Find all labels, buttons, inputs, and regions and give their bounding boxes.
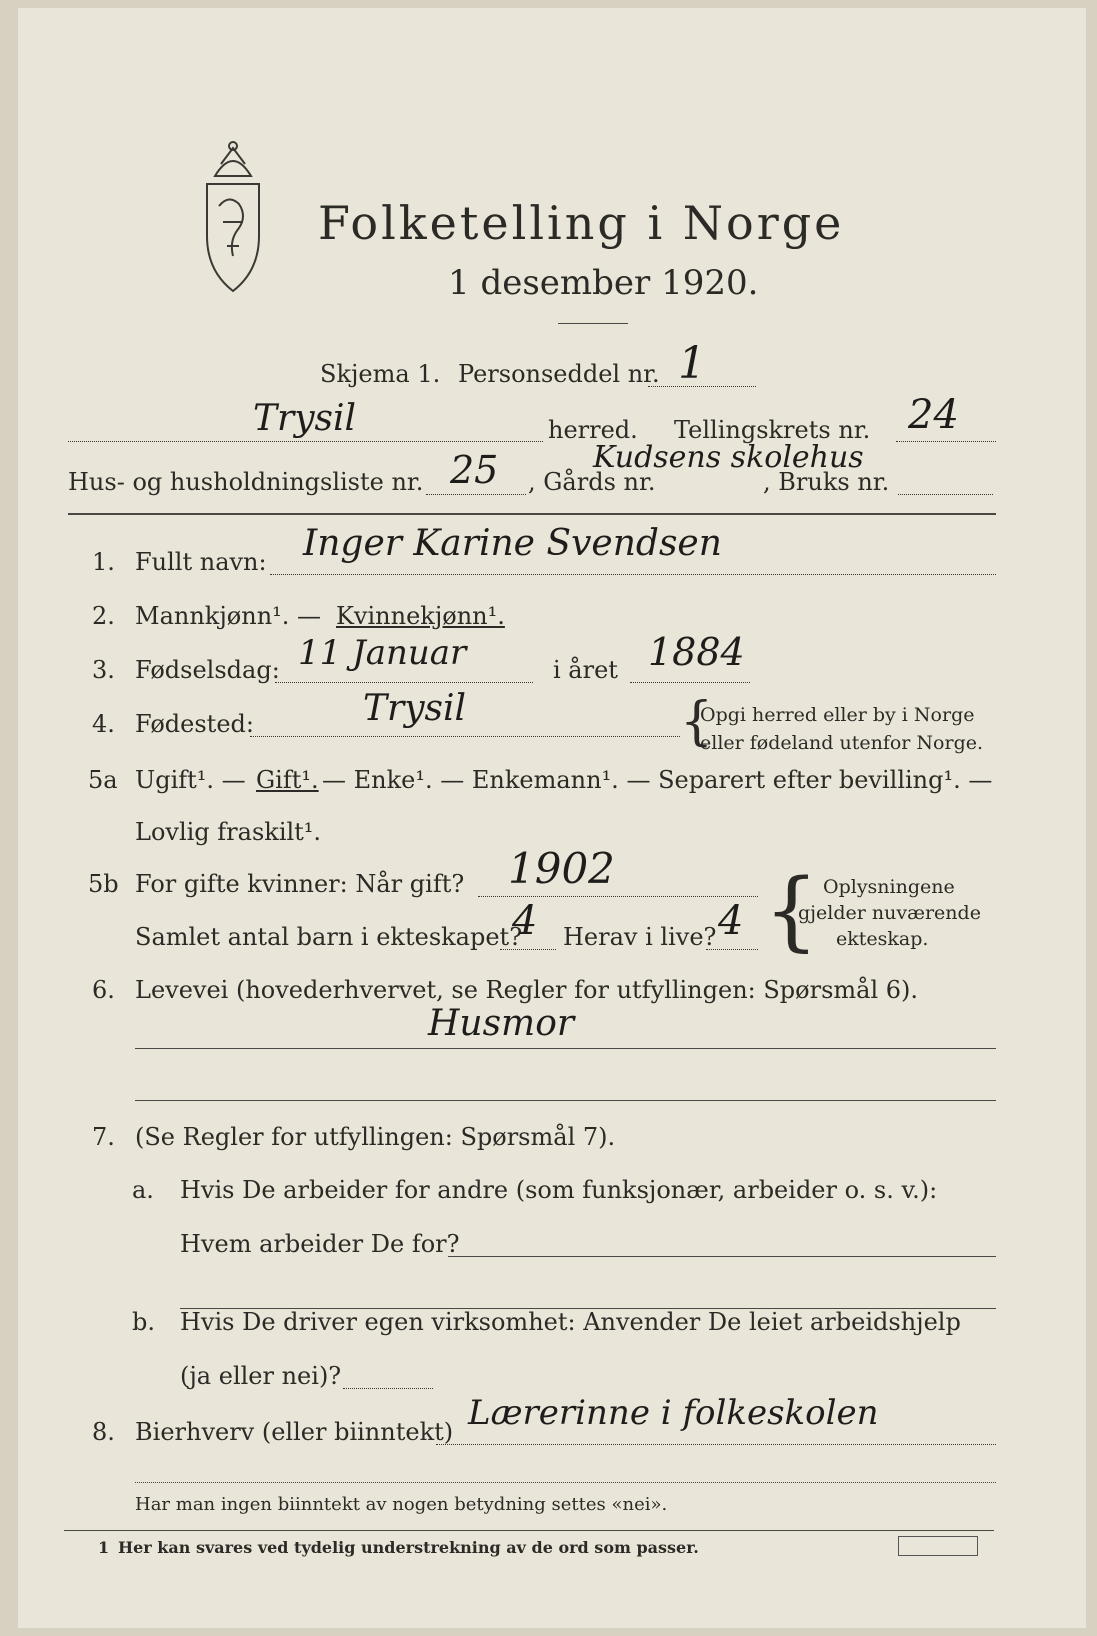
q4-value: Trysil	[363, 688, 467, 729]
q4-brace: {	[680, 692, 714, 752]
q5a-number: 5a	[88, 766, 118, 794]
footnote-text: Her kan svares ved tydelig understrekning av de ord som passer.	[118, 1538, 699, 1557]
q3-label: Fødselsdag:	[135, 656, 280, 684]
q2-female-option: Kvinnekjønn¹.	[336, 602, 505, 630]
title-divider	[558, 323, 628, 324]
q6-line	[135, 1048, 996, 1049]
q7a-line	[448, 1256, 996, 1257]
q3-line	[275, 682, 533, 683]
q4-label: Fødested:	[135, 710, 254, 738]
tellingskrets-value: 24	[908, 392, 959, 438]
q5b-alive-line	[706, 949, 758, 950]
q3-year-label: i året	[553, 656, 618, 684]
tellingskrets-line	[896, 441, 996, 442]
header-divider	[68, 513, 996, 515]
q6-value: Husmor	[428, 1003, 575, 1044]
husliste-label: Hus- og husholdningsliste nr.	[68, 468, 424, 496]
q5b-children-line	[500, 949, 556, 950]
bruks-label: , Bruks nr.	[763, 468, 890, 496]
q6-label: Levevei (hovederhvervet, se Regler for utfyllingen: Spørsmål 6).	[135, 976, 919, 1004]
q8-line	[436, 1444, 996, 1445]
husliste-line	[426, 494, 526, 495]
q5b-value: 1902	[508, 844, 615, 893]
q4-line	[250, 736, 680, 737]
q5a-unmarried-option: Ugift¹. —	[135, 766, 246, 794]
q8-value: Lærerinne i folkeskolen	[468, 1393, 879, 1433]
census-date: 1 desember 1920.	[448, 263, 759, 303]
q1-label: Fullt navn:	[135, 548, 267, 576]
q3-number: 3.	[92, 656, 115, 684]
q5b-number: 5b	[88, 870, 119, 898]
q5b-label: For gifte kvinner: Når gift?	[135, 870, 465, 898]
q1-value: Inger Karine Svendsen	[303, 523, 722, 564]
printer-stamp	[898, 1536, 978, 1556]
q5a-other-options: — Enke¹. — Enkemann¹. — Separert efter bevilling¹. —	[322, 766, 993, 794]
personseddel-label: Personseddel nr.	[458, 360, 660, 388]
q3-year-line	[630, 682, 750, 683]
q5b-note-line2: gjelder nuværende	[798, 902, 981, 924]
footer-divider	[64, 1530, 994, 1531]
q7b-label: Hvis De driver egen virksomhet: Anvender De leiet arbeidshjelp	[180, 1308, 961, 1336]
q7-number: 7.	[92, 1123, 115, 1151]
q7-label: (Se Regler for utfyllingen: Spørsmål 7).	[135, 1123, 616, 1151]
q1-line	[270, 574, 996, 575]
herred-label: herred.	[548, 416, 638, 444]
q8-number: 8.	[92, 1418, 115, 1446]
q3-year-value: 1884	[648, 630, 745, 674]
tellingskrets-label: Tellingskrets nr.	[674, 416, 871, 444]
husliste-value: 25	[450, 448, 499, 492]
q5a-divorced-option: Lovlig fraskilt¹.	[135, 818, 322, 846]
q5b-alive-value: 4	[718, 898, 744, 944]
q4-note-line1: Opgi herred eller by i Norge	[700, 704, 975, 726]
q5a-married-option: Gift¹.	[256, 766, 319, 794]
bruks-line	[898, 494, 993, 495]
q7b-line	[343, 1388, 433, 1389]
q5b-children-label: Samlet antal barn i ekteskapet?	[135, 923, 523, 951]
footer-note: Har man ingen biinntekt av nogen betydning settes «nei».	[135, 1494, 668, 1515]
q7b-number: b.	[132, 1308, 155, 1336]
q7a-label: Hvis De arbeider for andre (som funksjonær, arbeider o. s. v.):	[180, 1176, 938, 1204]
personseddel-value: 1	[678, 338, 706, 389]
herred-value: Trysil	[253, 398, 357, 439]
q8-line-2	[135, 1482, 996, 1483]
q4-note-line2: eller fødeland utenfor Norge.	[700, 732, 984, 754]
q8-label: Bierhverv (eller biinntekt)	[135, 1418, 454, 1446]
q2-male-option: Mannkjønn¹. —	[135, 602, 322, 630]
q6-line-2	[135, 1100, 996, 1101]
footnote-mark: 1	[98, 1538, 110, 1557]
q3-value: 11 Januar	[298, 633, 467, 673]
q7b-yesno-label: (ja eller nei)?	[180, 1362, 342, 1390]
form-title: Folketelling i Norge	[318, 196, 845, 250]
q5b-children-value: 4	[512, 898, 538, 944]
skjema-label: Skjema 1.	[320, 360, 441, 388]
coat-of-arms-icon	[193, 136, 273, 296]
q7a-number: a.	[132, 1176, 154, 1204]
q1-number: 1.	[92, 548, 115, 576]
q2-number: 2.	[92, 602, 115, 630]
q4-number: 4.	[92, 710, 115, 738]
herred-line	[68, 441, 543, 442]
q5b-alive-label: Herav i live?	[563, 923, 717, 951]
q5b-line	[478, 896, 758, 897]
q5b-brace: {	[764, 861, 819, 961]
q6-number: 6.	[92, 976, 115, 1004]
q5b-note-line1: Oplysningene	[823, 876, 955, 898]
census-form	[18, 8, 1086, 1628]
gards-value: Kudsens skolehus	[593, 440, 864, 475]
gards-label: , Gårds nr.	[528, 468, 656, 496]
q5b-note-line3: ekteskap.	[836, 928, 929, 950]
q7a-employer-label: Hvem arbeider De for?	[180, 1230, 460, 1258]
